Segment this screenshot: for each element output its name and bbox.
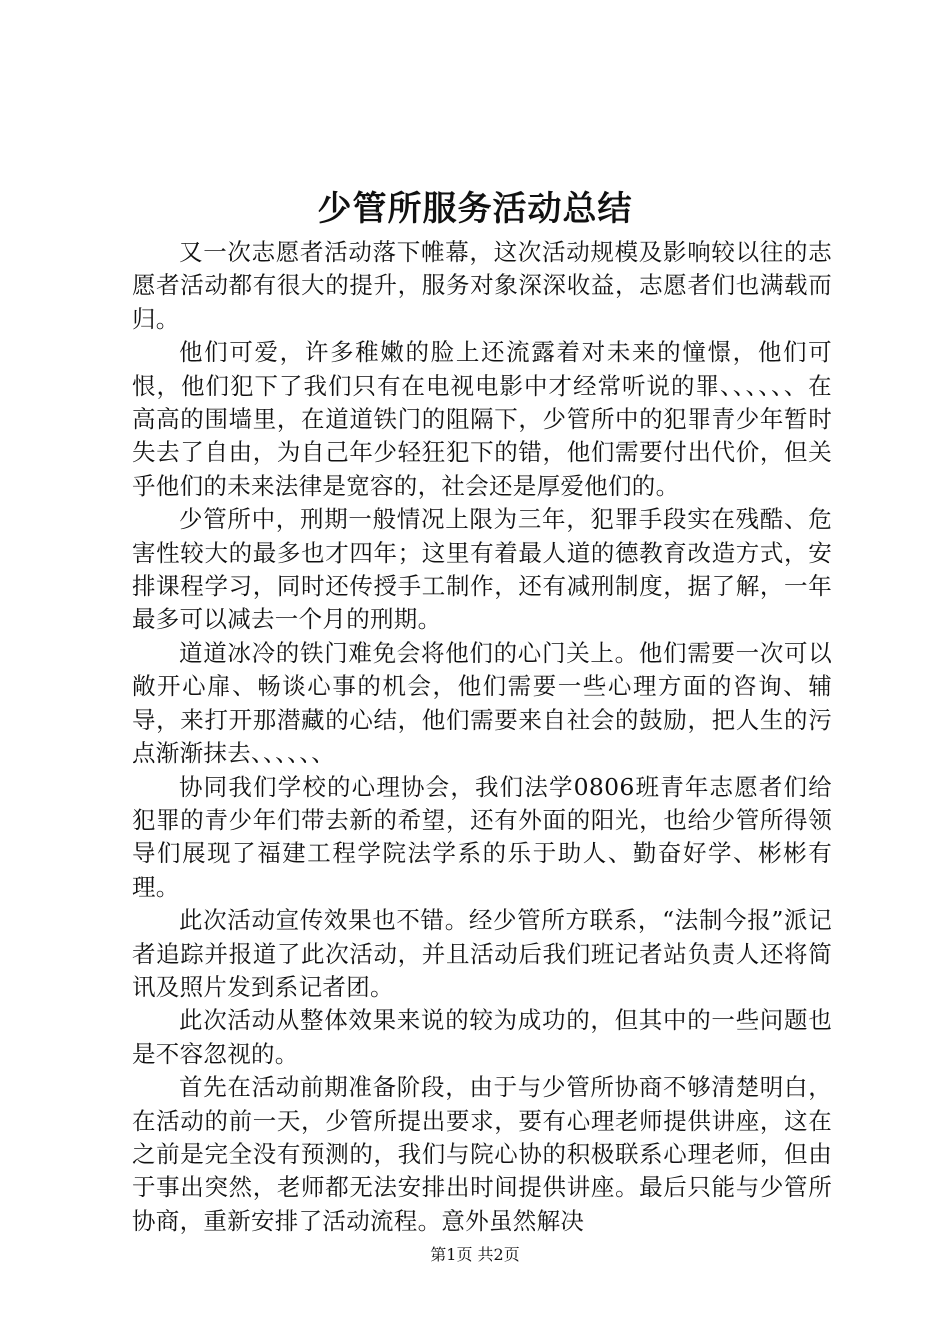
- paragraph-2: 他们可爱，许多稚嫩的脸上还流露着对未来的憧憬，他们可恨，他们犯下了我们只有在电视电影中才经常听说的罪、、、、、、在高高的围墙里，在道道铁门的阻隔下，少管所中的犯罪青少年暂时失去了自由，为自己年少轻狂犯下的错，他们需要付出代价，但关乎他们的未来法律是宽容的，社会还是厚爱他们的。: [132, 338, 832, 500]
- paragraph-4: 道道冰冷的铁门难免会将他们的心门关上。他们需要一次可以敞开心扉、畅谈心事的机会，他们需要一些心理方面的咨询、辅导，来打开那潜藏的心结，他们需要来自社会的鼓励，把人生的污点渐渐抹去、、、、、、: [132, 638, 832, 768]
- page-number-footer: 第1页 共2页: [430, 1245, 520, 1264]
- document-title: 少管所服务活动总结: [317, 189, 633, 229]
- paragraph-5: 协同我们学校的心理协会，我们法学0806班青年志愿者们给犯罪的青少年们带去新的希望，还有外面的阳光，也给少管所得领导们展现了福建工程学院法学系的乐于助人、勤奋好学、彬彬有理。: [132, 772, 832, 901]
- document-body: [132, 236, 832, 1238]
- paragraph-6: 此次活动宣传效果也不错。经少管所方联系，“法制今报”派记者追踪并报道了此次活动，并且活动后我们班记者站负责人还将简讯及照片发到系记者团。: [132, 906, 832, 1001]
- paragraph-8: 首先在活动前期准备阶段，由于与少管所协商不够清楚明白，在活动的前一天，少管所提出要求，要有心理老师提供讲座，这在之前是完全没有预测的，我们与院心协的积极联系心理老师，但由于事出突然，老师都无法安排出时间提供讲座。最后只能与少管所协商，重新安排了活动流程。意外虽然解决: [132, 1073, 832, 1235]
- paragraph-7: 此次活动从整体效果来说的较为成功的，但其中的一些问题也是不容忽视的。: [132, 1006, 832, 1068]
- paragraph-3: 少管所中，刑期一般情况上限为三年，犯罪手段实在残酷、危害性较大的最多也才四年；这里有着最人道的德教育改造方式，安排课程学习，同时还传授手工制作，还有减刑制度，据了解，一年最多可以减去一个月的刑期。: [132, 505, 832, 634]
- paragraph-1: 又一次志愿者活动落下帷幕，这次活动规模及影响较以往的志愿者活动都有很大的提升，服务对象深深收益，志愿者们也满载而归。: [132, 238, 832, 333]
